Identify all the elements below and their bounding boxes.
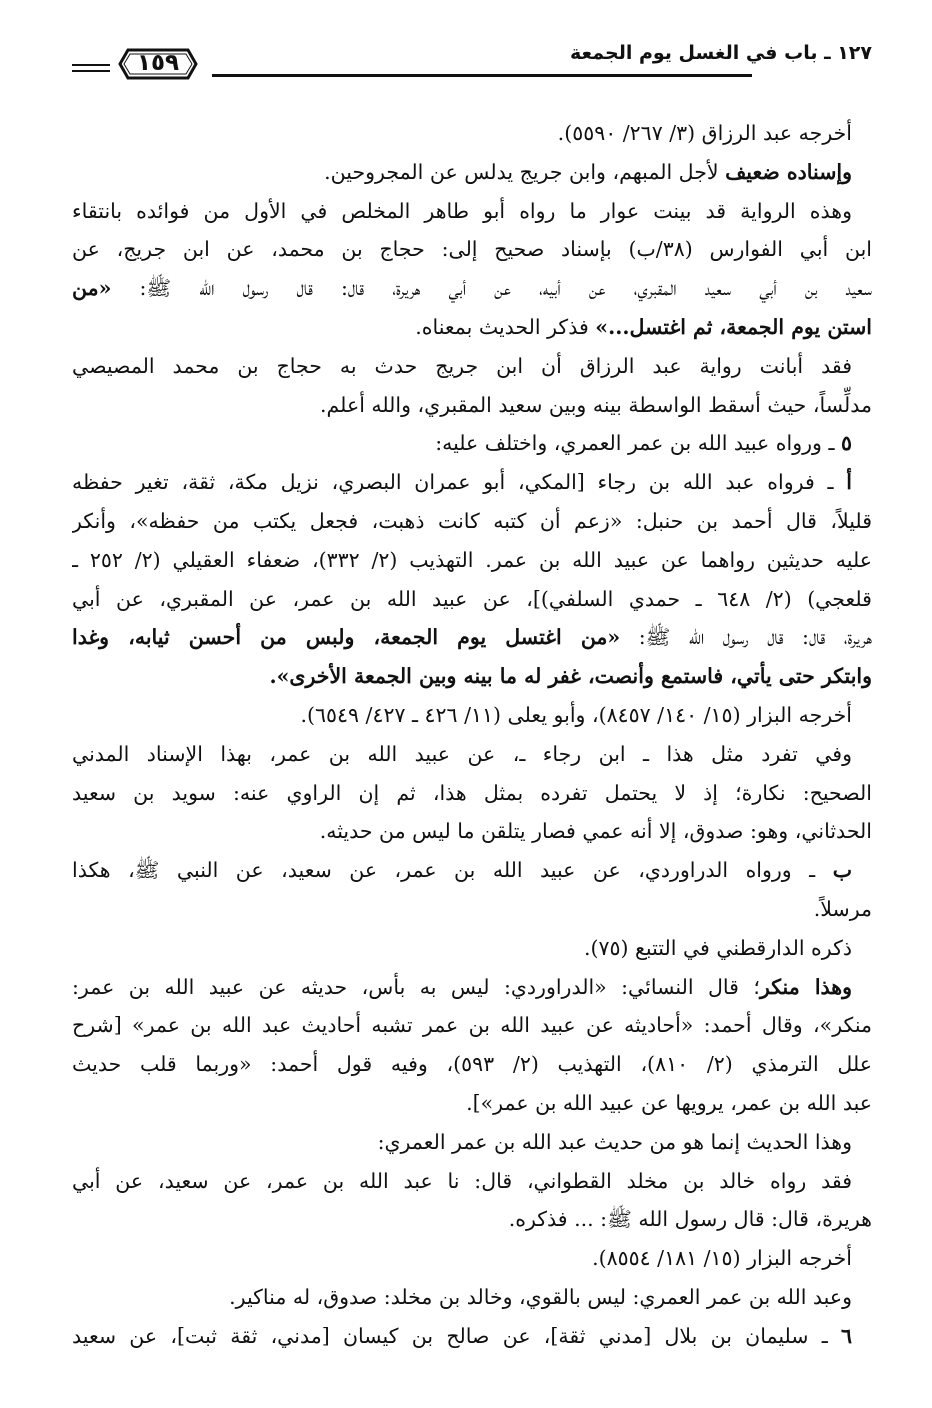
- text-segment: علل الترمذي (٢/ ٨١٠)، التهذيب (٢/ ٥٩٣)، وفيه قول أحمد: «وربما قلب حديث: [72, 1052, 872, 1077]
- text-line: [72, 1200, 872, 1239]
- text-line: [72, 192, 872, 231]
- text-line: [72, 114, 872, 153]
- page-number-badge: [112, 46, 204, 82]
- text-segment: ـ ورواه عبيد الله بن عمر العمري، واختلف عليه:: [435, 431, 841, 456]
- bold-text-segment: «من: [72, 276, 112, 301]
- bold-text-segment: وهذا منكر: [759, 974, 852, 999]
- text-segment: عبد الله بن عمر، يرويها عن عبيد الله بن عمر»].: [466, 1090, 872, 1115]
- page-header: [72, 38, 872, 84]
- text-line: [72, 541, 872, 580]
- text-line: [72, 308, 872, 347]
- bold-text-segment: ب: [832, 858, 852, 883]
- text-line: [72, 463, 872, 502]
- text-line: [72, 153, 872, 192]
- bold-text-segment: ٥: [840, 431, 852, 456]
- bold-text-segment: «من اغتسل يوم الجمعة، ولبس من أحسن ثيابه، وغدا: [72, 625, 621, 650]
- text-segment: قليلاً، قال أحمد بن حنبل: «زعم أن كتبه كانت ذهبت، فجعل يكتب من حفظه»، وأنكر: [72, 508, 872, 533]
- text-line: [72, 502, 872, 541]
- text-segment: فقد أبانت رواية عبد الرزاق أن ابن جريج حدث به حجاج بن محمد المصيصي: [72, 353, 852, 378]
- text-segment: هريرة، قال: قال رسول الله ﷺ: ... فذكره.: [508, 1207, 872, 1232]
- text-line: [72, 269, 872, 308]
- header-rule: [212, 74, 752, 77]
- text-line: [72, 230, 872, 269]
- text-line: [72, 696, 872, 735]
- text-segment: أخرجه البزار (١٥/ ١٤٠/ ٨٤٥٧)، وأبو يعلى (١١/ ٤٢٦ ـ ٤٢٧/ ٦٥٤٩).: [300, 702, 852, 727]
- text-line: [72, 1239, 872, 1278]
- main-text: [72, 114, 872, 1356]
- text-line: [72, 735, 872, 774]
- text-line: [72, 1162, 872, 1201]
- bold-text-segment: ٦: [840, 1323, 852, 1348]
- text-line: [72, 657, 872, 696]
- text-segment: الحدثاني، وهو: صدوق، إلا أنه عمي فصار يتلقن ما ليس من حديثه.: [319, 819, 872, 844]
- text-segment: قلعجي) (٢/ ٦٤٨ ـ حمدي السلفي)]، عن عبيد الله بن عمر، عن المقبري، عن أبي: [72, 586, 872, 611]
- chapter-title: ١٢٧ ـ باب في الغسل يوم الجمعة: [570, 42, 872, 64]
- text-segment: أخرجه عبد الرزاق (٣/ ٢٦٧/ ٥٥٩٠).: [557, 121, 852, 145]
- text-segment: ابن أبي الفوارس (٣٨/ب) بإسناد صحيح إلى: حجاج بن محمد، عن ابن جريج، عن: [72, 237, 872, 262]
- text-segment: منكر»، وقال أحمد: «أحاديثه عن عبيد الله بن عمر تشبه أحاديث عبد الله بن عمر» [شرح: [72, 1013, 872, 1038]
- text-segment: عليه حديثين رواهما عن عبيد الله بن عمر. التهذيب (٢/ ٣٣٢)، ضعفاء العقيلي (٢/ ٢٥٢ ـ: [72, 547, 872, 572]
- text-segment: فذكر الحديث بمعناه.: [415, 314, 596, 339]
- text-line: [72, 1123, 872, 1162]
- text-segment: سعيد بن أبي سعيد المقبري، عن أبيه، عن أبي هريرة، قال: قال رسول الله ﷺ:: [111, 276, 872, 301]
- text-line: [72, 580, 872, 619]
- page-number: ١٥٩: [136, 50, 180, 76]
- text-line: [72, 618, 872, 657]
- text-line: [72, 347, 872, 386]
- text-segment: ـ ورواه الدراوردي، عن عبيد الله بن عمر، عن سعيد، عن النبي ﷺ، هكذا: [72, 858, 833, 883]
- text-segment: وفي تفرد مثل هذا ـ ابن رجاء ـ، عن عبيد الله بن عمر، بهذا الإسناد المدني: [72, 741, 852, 766]
- text-segment: ـ فرواه عبد الله بن رجاء [المكي، أبو عمران البصري، نزيل مكة، ثقة، تغير حفظه: [72, 470, 847, 495]
- text-segment: الصحيح: نكارة؛ إذ لا يحتمل تفرده بمثل هذا، ثم إن الراوي عنه: سويد بن سعيد: [72, 780, 872, 805]
- text-segment: وهذه الرواية قد بينت عوار ما رواه أبو طاهر المخلص في الأول من فوائده بانتقاء: [72, 198, 852, 223]
- text-segment: وعبد الله بن عمر العمري: ليس بالقوي، وخالد بن مخلد: صدوق، له مناكير.: [229, 1284, 852, 1309]
- text-segment: ـ سليمان بن بلال [مدني ثقة]، عن صالح بن كيسان [مدني، ثقة ثبت]، عن سعيد: [72, 1323, 841, 1348]
- text-line: [72, 1045, 872, 1084]
- text-line: [72, 1278, 872, 1317]
- text-segment: مرسلاً.: [813, 896, 872, 921]
- text-line: [72, 1317, 872, 1356]
- text-line: [72, 424, 872, 463]
- text-segment: لأجل المبهم، وابن جريج يدلس عن المجروحين.: [324, 159, 726, 184]
- text-line: [72, 851, 872, 890]
- bold-text-segment: وإسناده ضعيف: [725, 159, 852, 184]
- text-line: [72, 774, 872, 813]
- bold-text-segment: أ: [846, 470, 852, 495]
- text-line: [72, 386, 872, 425]
- text-line: [72, 1006, 872, 1045]
- text-segment: ؛ قال النسائي: «الدراوردي: ليس به بأس، حديثه عن عبيد الله بن عمر:: [72, 974, 760, 999]
- text-segment: وهذا الحديث إنما هو من حديث عبد الله بن عمر العمري:: [377, 1129, 852, 1154]
- text-segment: هريرة، قال: قال رسول الله ﷺ:: [620, 625, 872, 650]
- text-line: [72, 968, 872, 1007]
- text-segment: مدلِّساً، حيث أسقط الواسطة بينه وبين سعيد المقبري، والله أعلم.: [320, 392, 872, 417]
- bold-text-segment: استن يوم الجمعة، ثم اغتسل...»: [595, 314, 872, 339]
- text-segment: ذكره الدارقطني في التتبع (٧٥).: [583, 935, 852, 960]
- text-line: [72, 929, 872, 968]
- text-segment: فقد رواه خالد بن مخلد القطواني، قال: نا عبد الله بن عمر، عن سعيد، عن أبي: [72, 1168, 852, 1193]
- text-segment: أخرجه البزار (١٥/ ١٨١/ ٨٥٥٤).: [592, 1246, 852, 1271]
- badge-line-bottom: [72, 70, 110, 72]
- bold-text-segment: وابتكر حتى يأتي، فاستمع وأنصت، غفر له ما بينه وبين الجمعة الأخرى».: [269, 664, 872, 689]
- text-line: [72, 812, 872, 851]
- text-line: [72, 890, 872, 929]
- badge-line-top: [72, 64, 110, 66]
- text-line: [72, 1084, 872, 1123]
